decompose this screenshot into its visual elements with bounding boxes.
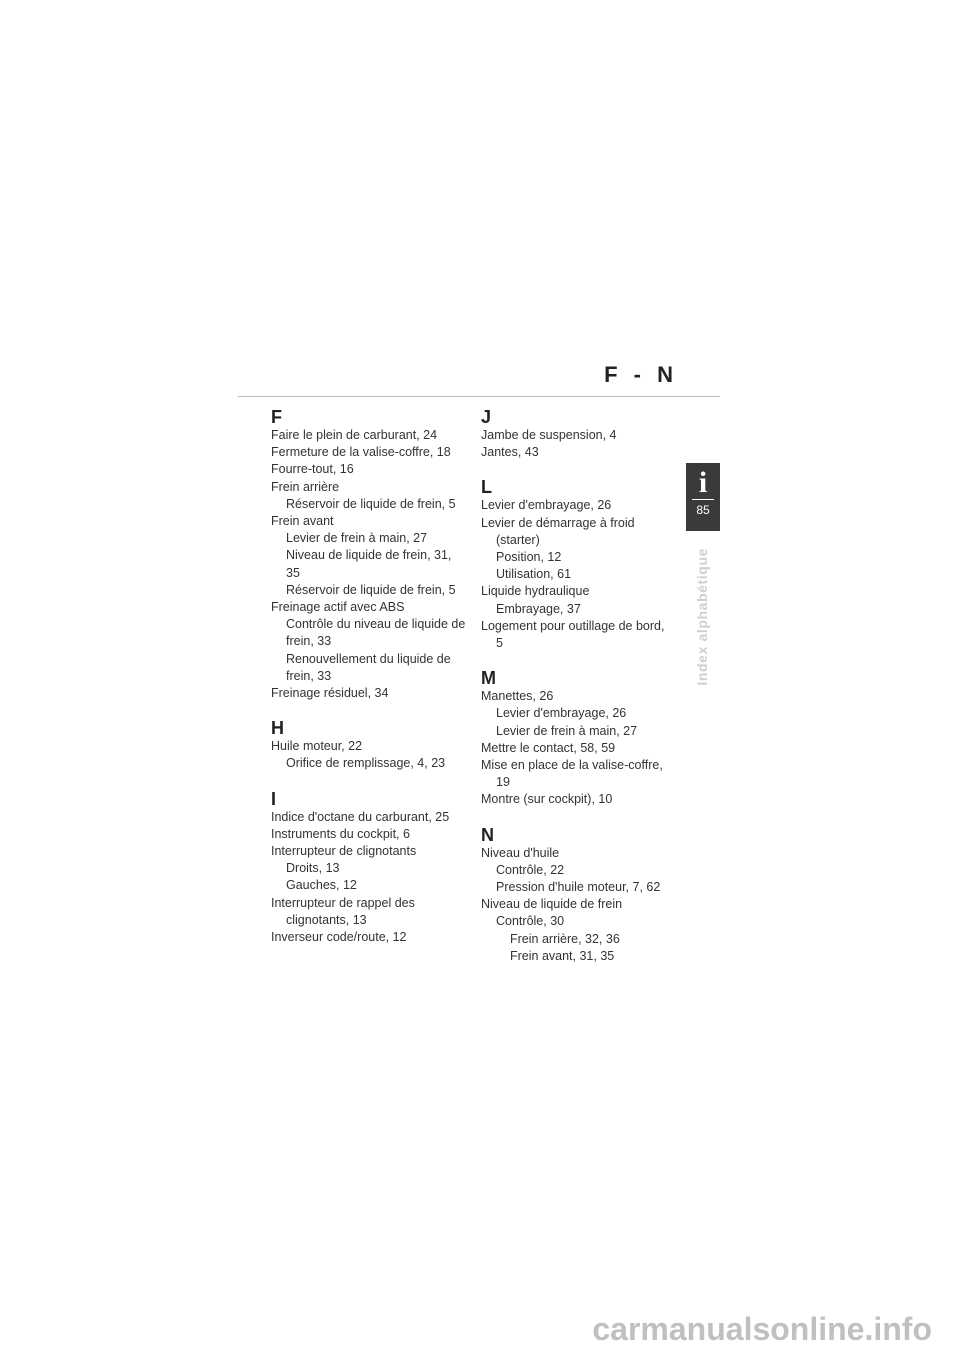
tab-divider — [692, 499, 714, 500]
index-entry: Frein arrière — [271, 479, 340, 494]
index-entry: Liquide hydraulique — [481, 584, 590, 599]
index-entry: Droits, 13 — [286, 861, 340, 876]
index-entry: Fourre-tout, 16 — [271, 462, 354, 477]
index-entry: frein, 33 — [286, 634, 332, 649]
watermark: carmanualsonline.info — [592, 1311, 932, 1347]
index-entry: Contrôle du niveau de liquide de — [286, 617, 466, 632]
index-entry: clignotants, 13 — [286, 912, 367, 927]
index-entry: Frein arrière, 32, 36 — [510, 931, 620, 946]
index-entry: Jantes, 43 — [481, 445, 539, 460]
index-entry: Réservoir de liquide de frein, 5 — [286, 582, 456, 597]
header-divider — [238, 396, 720, 397]
index-entry: Renouvellement du liquide de — [286, 651, 451, 666]
info-tab — [686, 463, 720, 531]
page-range-title: F - N — [604, 362, 678, 387]
index-entry: Levier d'embrayage, 26 — [481, 498, 612, 513]
index-section-f — [271, 407, 471, 702]
index-entry: Levier de frein à main, 27 — [496, 723, 638, 738]
index-entry: 19 — [496, 775, 510, 790]
index-entry: Mise en place de la valise-coffre, — [481, 758, 663, 773]
index-entry: Indice d'octane du carburant, 25 — [271, 809, 450, 824]
index-entry: Position, 12 — [496, 550, 562, 565]
index-entry: Embrayage, 37 — [496, 601, 581, 616]
index-entry: Frein avant — [271, 514, 334, 529]
index-entry: Interrupteur de clignotants — [271, 844, 417, 859]
index-entry: Contrôle, 30 — [496, 914, 565, 929]
index-entry: Interrupteur de rappel des — [271, 895, 415, 910]
index-section-j — [481, 407, 681, 461]
index-entry: frein, 33 — [286, 668, 332, 683]
index-entry: Orifice de remplissage, 4, 23 — [286, 756, 446, 771]
index-entry: Fermeture de la valise-coffre, 18 — [271, 445, 451, 460]
index-entry: Utilisation, 61 — [496, 567, 572, 582]
index-entry: Jambe de suspension, 4 — [481, 428, 617, 442]
info-icon: i — [698, 466, 708, 499]
section-letter: I — [271, 788, 277, 809]
index-entry: Frein avant, 31, 35 — [510, 948, 615, 963]
section-letter: F — [271, 407, 282, 427]
index-entry: Pression d'huile moteur, 7, 62 — [496, 880, 661, 895]
index-entry: Freinage résiduel, 34 — [271, 686, 389, 701]
section-letter: L — [481, 477, 492, 498]
index-entry: Freinage actif avec ABS — [271, 600, 405, 615]
index-entry: Inverseur code/route, 12 — [271, 930, 407, 945]
index-section-h — [271, 718, 471, 772]
index-entry: Contrôle, 22 — [496, 862, 565, 877]
index-entry: Niveau de liquide de frein — [481, 897, 623, 912]
index-column-left — [271, 407, 471, 946]
section-side-label: Index alphabétique — [694, 548, 710, 686]
index-entry: 35 — [286, 565, 300, 580]
index-entry: Huile moteur, 22 — [271, 739, 363, 754]
index-entry: Niveau d'huile — [481, 845, 560, 860]
index-entry: (starter) — [496, 532, 540, 547]
index-entry: Réservoir de liquide de frein, 5 — [286, 496, 456, 511]
index-entry: Faire le plein de carburant, 24 — [271, 428, 438, 442]
index-entry: Instruments du cockpit, 6 — [271, 826, 410, 841]
page-number: 85 — [696, 503, 710, 517]
index-section-n — [481, 825, 681, 965]
section-letter: M — [481, 668, 496, 689]
index-entry: Levier de frein à main, 27 — [286, 531, 428, 546]
index-entry: Levier de démarrage à froid — [481, 515, 635, 530]
index-entry: Manettes, 26 — [481, 689, 554, 704]
section-letter: H — [271, 718, 284, 739]
section-letter: N — [481, 824, 494, 845]
index-section-i — [271, 789, 471, 947]
section-letter: J — [481, 407, 492, 427]
index-entry: Mettre le contact, 58, 59 — [481, 740, 616, 755]
index-entry: 5 — [496, 636, 503, 651]
index-column-right — [481, 407, 681, 965]
index-section-m — [481, 668, 681, 808]
index-entry: Montre (sur cockpit), 10 — [481, 792, 613, 807]
index-entry: Levier d'embrayage, 26 — [496, 706, 627, 721]
index-entry: Gauches, 12 — [286, 878, 357, 893]
index-section-l — [481, 477, 681, 652]
index-entry: Niveau de liquide de frein, 31, — [286, 548, 452, 563]
index-entry: Logement pour outillage de bord, — [481, 618, 665, 633]
